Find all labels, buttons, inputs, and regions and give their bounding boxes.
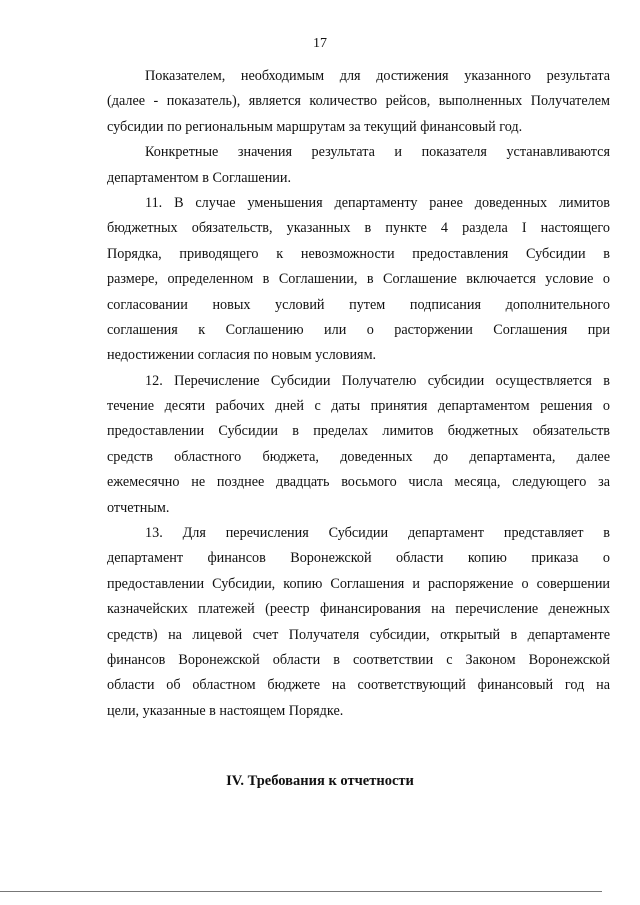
text-line: соглашения к Соглашению или о расторжении Соглашения при: [107, 321, 610, 338]
text-line: средств областного бюджета, доведенных до департамента, далее: [107, 448, 610, 465]
text-line: Порядка, приводящего к невозможности предоставления Субсидии в: [107, 245, 610, 262]
section-heading: IV. Требования к отчетности: [226, 773, 414, 789]
text-line: недостижении согласия по новым условиям.: [107, 347, 377, 364]
text-line: 12. Перечисление Субсидии Получателю субсидии осуществляется в: [145, 372, 610, 389]
text-line: Показателем, необходимым для достижения указанного результата: [145, 68, 610, 84]
text-line: предоставлении Субсидии, копию Соглашения и распоряжение о совершении: [107, 575, 610, 592]
page-number: 17: [313, 36, 327, 51]
paragraph-item-12: [107, 369, 610, 521]
text-line: течение десяти рабочих дней с даты принятия департаментом решения о: [107, 398, 610, 415]
text-line: предоставлении Субсидии в пределах лимитов бюджетных обязательств: [107, 423, 610, 440]
text-line: 13. Для перечисления Субсидии департамент представляет в: [145, 525, 610, 542]
text-line: департаментом в Соглашении.: [107, 169, 292, 186]
text-line: финансов Воронежской области в соответствии с Законом Воронежской: [107, 651, 610, 668]
text-line: согласовании новых условий путем подписания дополнительного: [107, 296, 610, 313]
text-line: бюджетных обязательств, указанных в пункте 4 раздела I настоящего: [107, 220, 610, 237]
text-line: отчетным.: [107, 499, 170, 516]
text-line: (далее - показатель), является количество рейсов, выполненных Получателем: [107, 93, 610, 110]
text-line: ежемесячно не позднее двадцать восьмого числа месяца, следующего за: [107, 474, 610, 491]
paragraph-specific-values: [107, 140, 610, 191]
page-bottom-divider: [0, 891, 602, 892]
text-line: казначейских платежей (реестр финансирования на перечисление денежных: [107, 601, 610, 618]
text-line: средств) на лицевой счет Получателя субсидии, открытый в департаменте: [107, 626, 610, 643]
paragraph-item-13: [107, 521, 610, 724]
text-line: субсидии по региональным маршрутам за текущий финансовый год.: [107, 118, 523, 135]
text-line: области об областном бюджете на соответствующий финансовый год на: [107, 677, 610, 694]
body-text: [107, 64, 610, 724]
text-line: департамент финансов Воронежской области копию приказа о: [107, 550, 610, 567]
text-line: Конкретные значения результата и показателя устанавливаются: [145, 144, 610, 161]
paragraph-result-indicator: [107, 64, 610, 140]
text-line: 11. В случае уменьшения департаменту ранее доведенных лимитов: [145, 194, 610, 211]
text-line: размере, определенном в Соглашении, в Соглашение включается условие о: [107, 271, 610, 288]
text-line: цели, указанные в настоящем Порядке.: [107, 702, 344, 719]
paragraph-item-11: [107, 191, 610, 369]
